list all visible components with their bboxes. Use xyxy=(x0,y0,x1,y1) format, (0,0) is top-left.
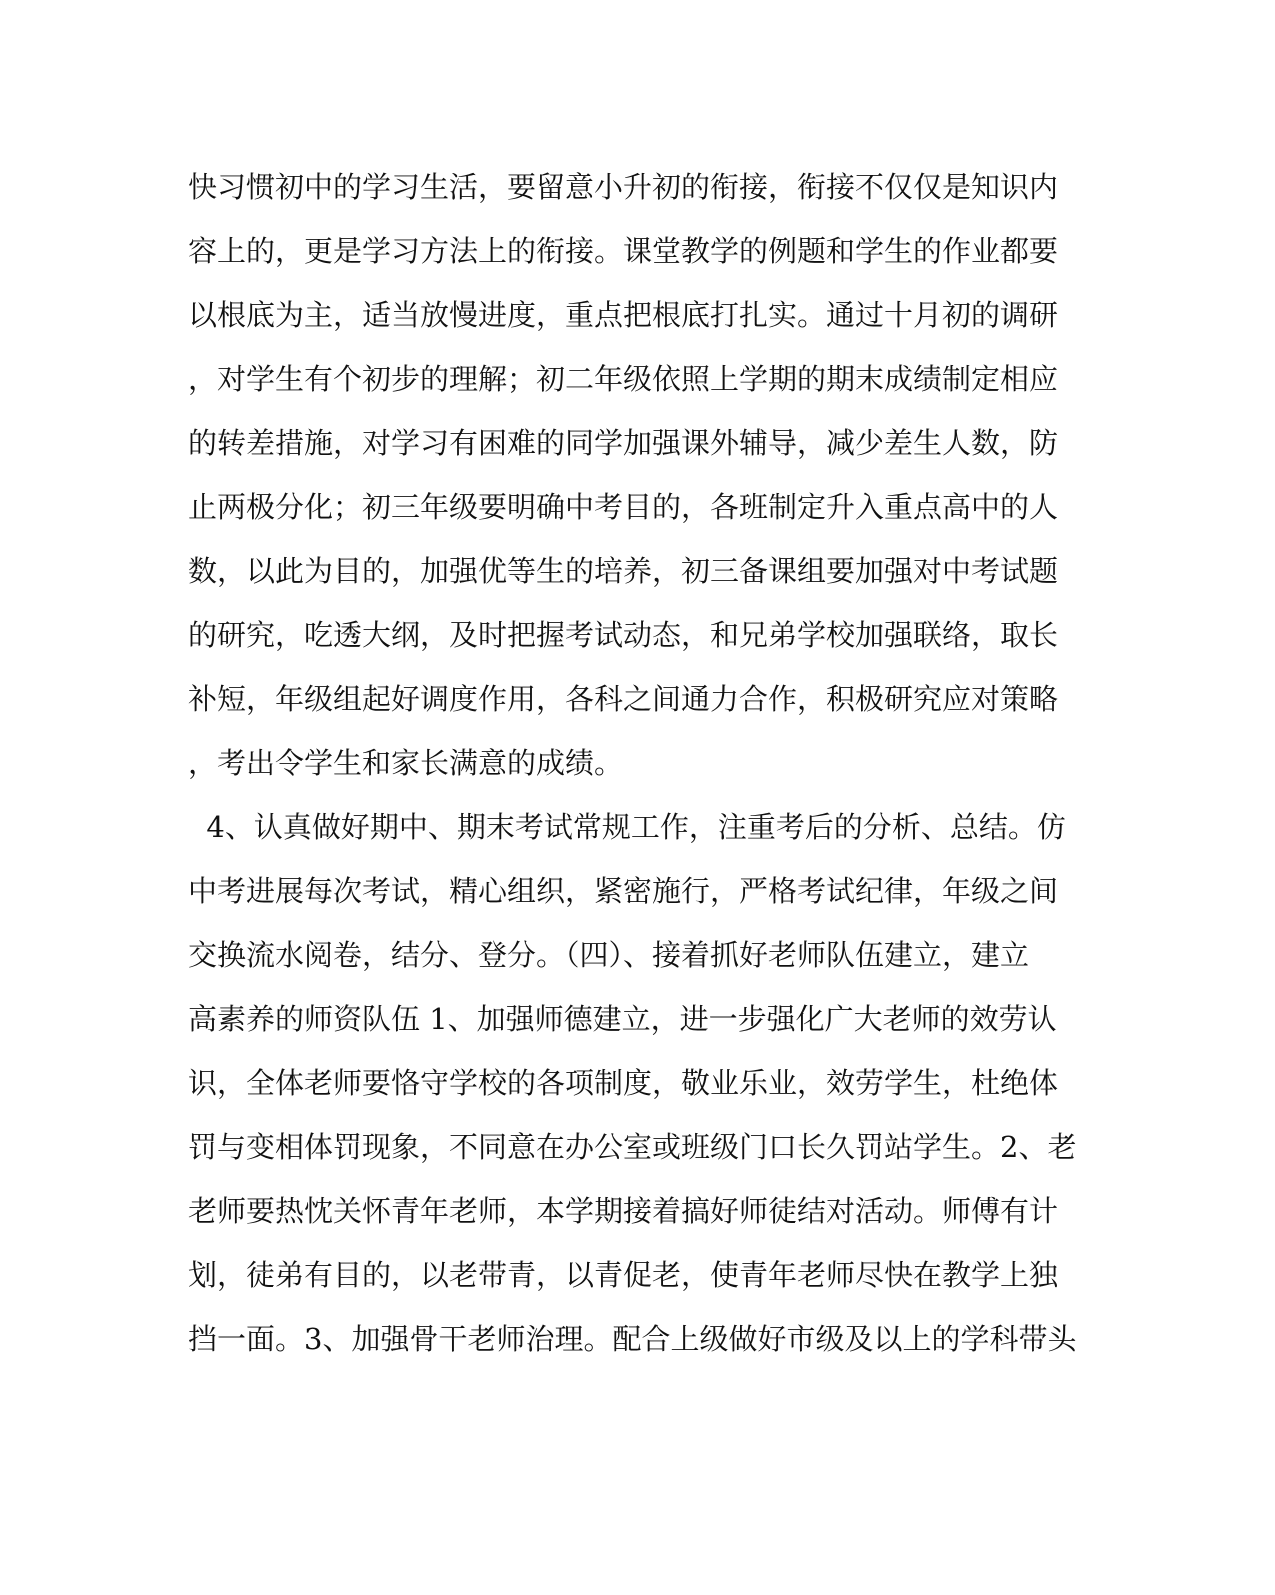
text-line: 罚与变相体罚现象，不同意在办公室或班级门口长久罚站学生。2、老 xyxy=(188,1130,1077,1164)
text-line: 交换流水阅卷，结分、登分。（四）、接着抓好老师队伍建立，建立 xyxy=(188,938,1030,972)
text-line: 老师要热忱关怀青年老师，本学期接着搞好师徒结对活动。师傅有计 xyxy=(188,1194,1059,1228)
body-text xyxy=(188,155,1077,1371)
text-line: 中考进展每次考试，精心组织，紧密施行，严格考试纪律，年级之间 xyxy=(188,874,1059,908)
text-line: 划，徒弟有目的，以老带青，以青促老，使青年老师尽快在教学上独 xyxy=(188,1258,1059,1292)
text-line: 止两极分化；初三年级要明确中考目的，各班制定升入重点高中的人 xyxy=(188,490,1059,524)
text-line: 数，以此为目的，加强优等生的培养，初三备课组要加强对中考试题 xyxy=(188,554,1059,588)
text-line: 挡一面。3、加强骨干老师治理。配合上级做好市级及以上的学科带头 xyxy=(188,1322,1077,1356)
text-line: 补短，年级组起好调度作用，各科之间通力合作，积极研究应对策略 xyxy=(188,682,1059,716)
text-line: ，对学生有个初步的理解；初二年级依照上学期的期末成绩制定相应 xyxy=(188,362,1059,396)
text-line: 的研究，吃透大纲，及时把握考试动态，和兄弟学校加强联络，取长 xyxy=(188,618,1059,652)
text-line: ，考出令学生和家长满意的成绩。 xyxy=(188,746,624,780)
text-line: 的转差措施，对学习有困难的同学加强课外辅导，减少差生人数，防 xyxy=(188,426,1059,460)
text-line: 4、认真做好期中、期末考试常规工作，注重考后的分析、总结。仿 xyxy=(188,810,1066,844)
text-line: 快习惯初中的学习生活，要留意小升初的衔接，衔接不仅仅是知识内 xyxy=(188,170,1059,204)
text-line: 识，全体老师要恪守学校的各项制度，敬业乐业，效劳学生，杜绝体 xyxy=(188,1066,1059,1100)
text-line: 容上的，更是学习方法上的衔接。课堂教学的例题和学生的作业都要 xyxy=(188,234,1059,268)
text-line: 高素养的师资队伍 1、加强师德建立，进一步强化广大老师的效劳认 xyxy=(188,1002,1057,1036)
text-line: 以根底为主，适当放慢进度，重点把根底打扎实。通过十月初的调研 xyxy=(188,298,1059,332)
